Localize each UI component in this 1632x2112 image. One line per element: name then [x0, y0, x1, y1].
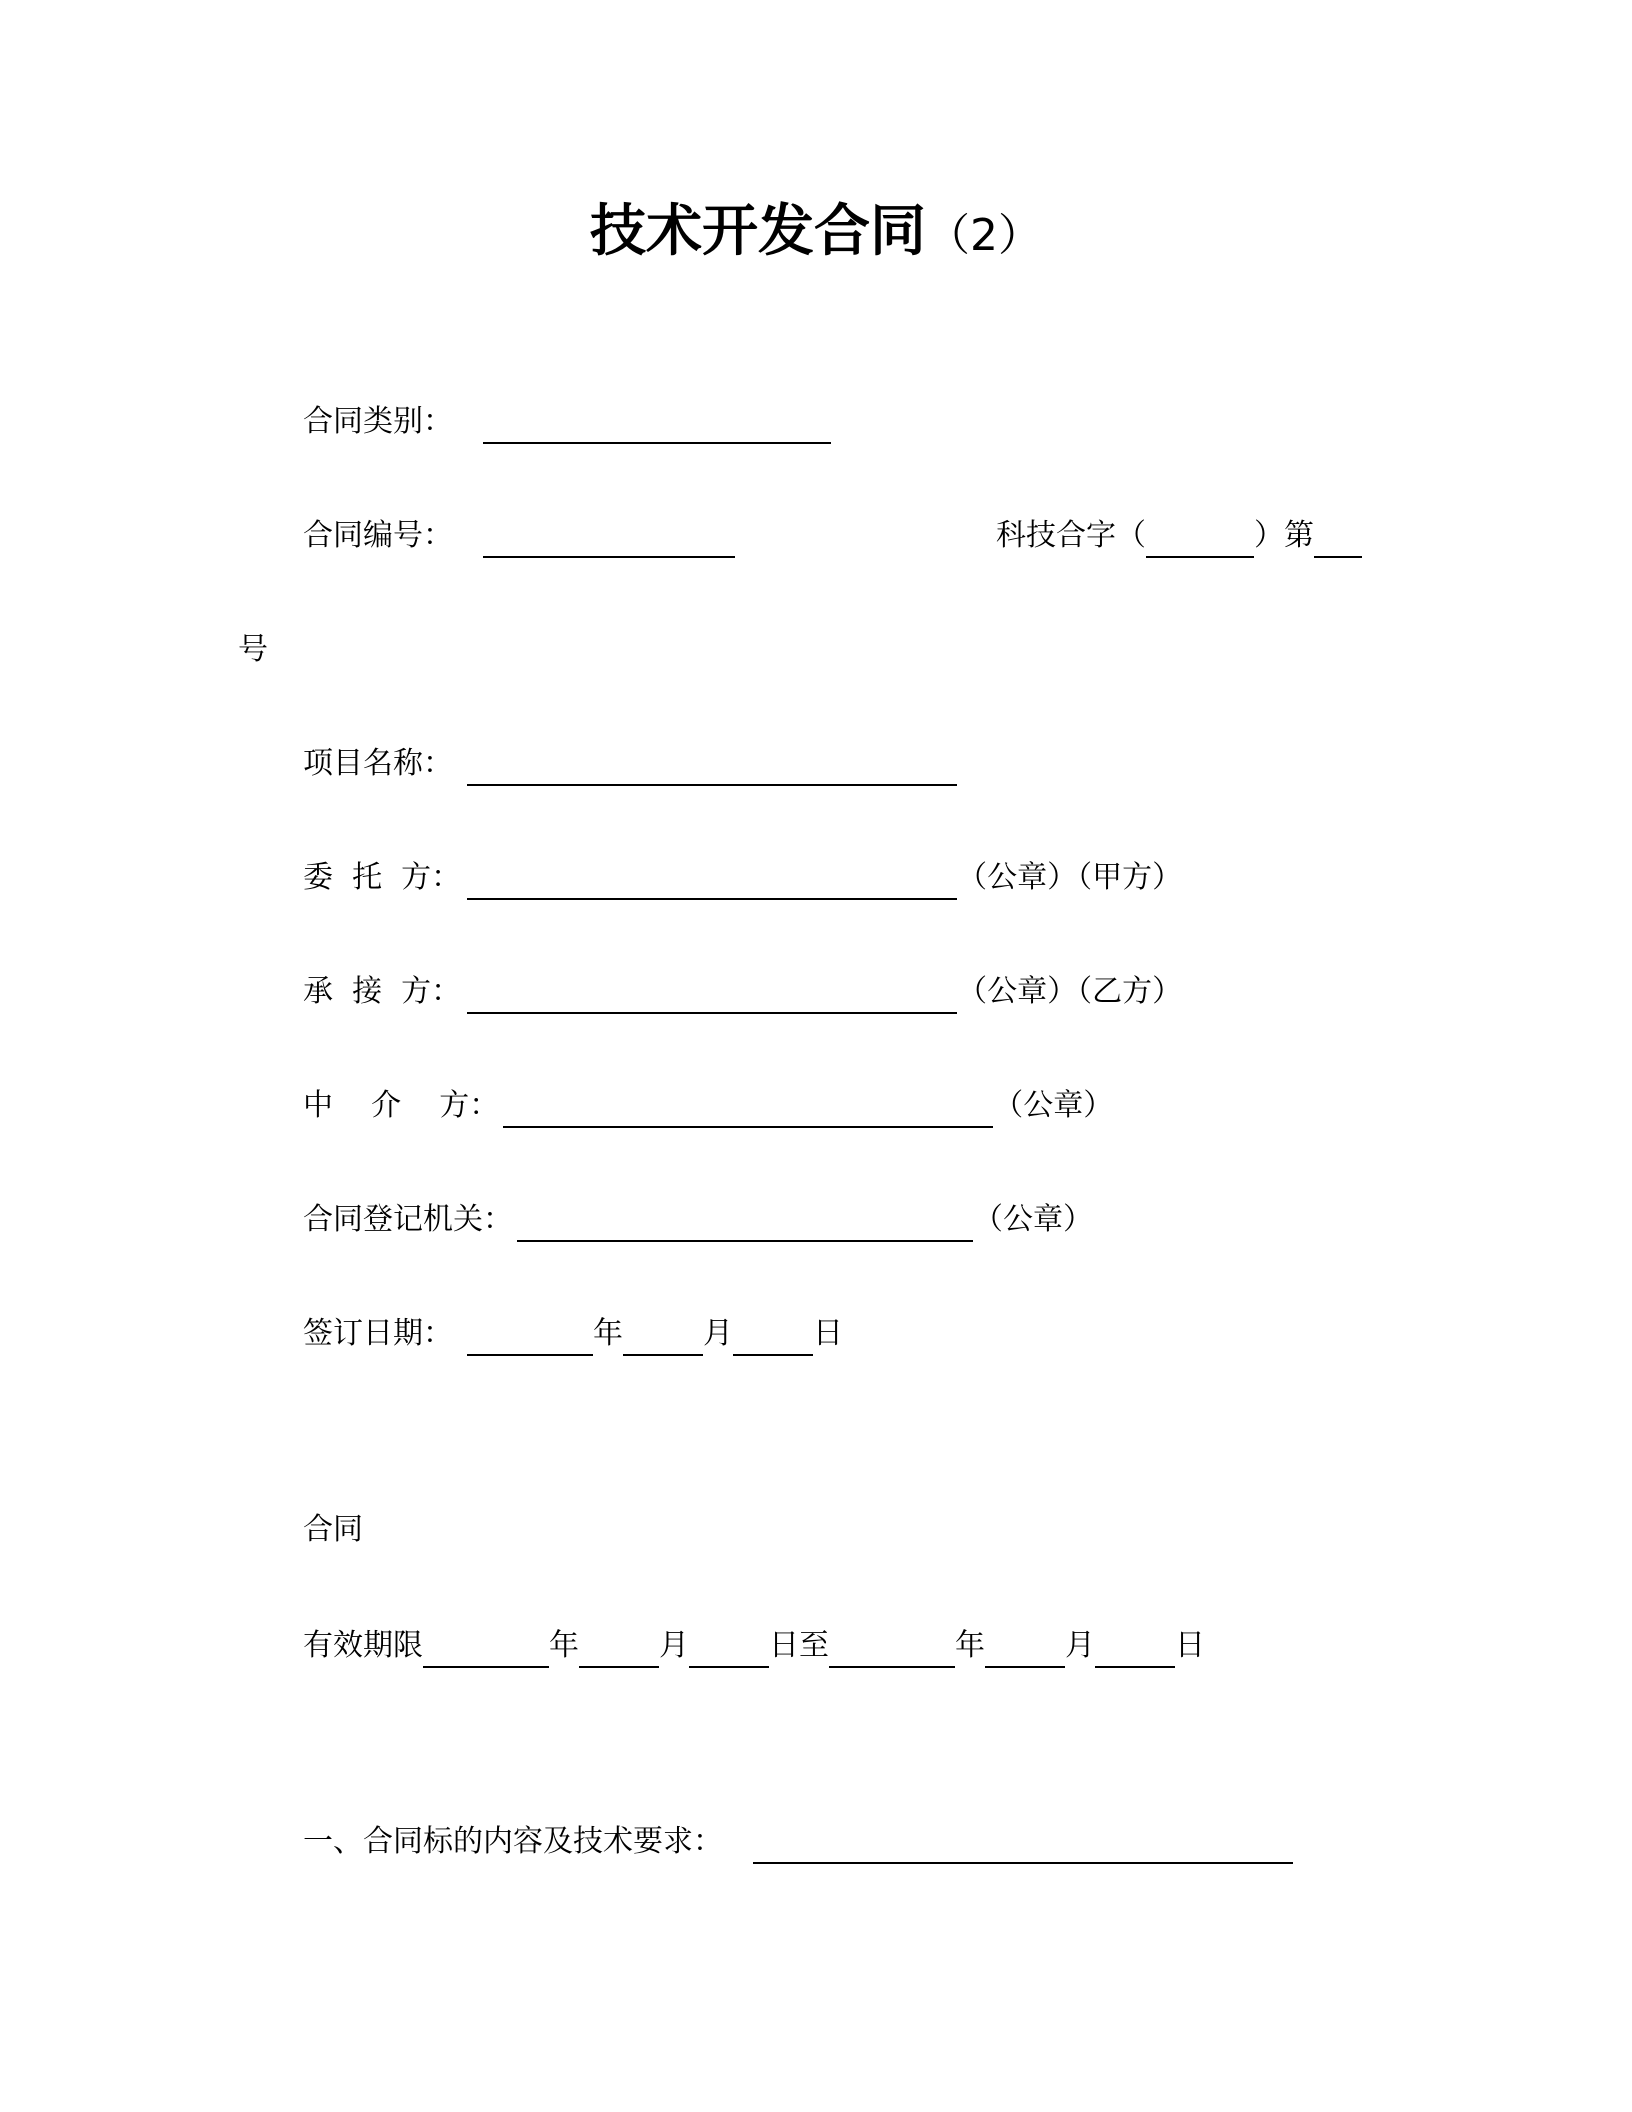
section-one-field[interactable]	[753, 1826, 1293, 1864]
title-main: 技术开发合同	[590, 199, 926, 264]
contract-number-field[interactable]	[483, 520, 735, 558]
contract-number-row	[303, 514, 735, 558]
signing-day-unit: 日	[813, 1316, 843, 1351]
project-name-label: 项目名称：	[303, 746, 453, 781]
contract-number-label: 合同编号：	[303, 518, 453, 553]
title-suffix: （2）	[926, 210, 1042, 261]
validity-start-month-field[interactable]	[579, 1630, 659, 1668]
validity-start-year-unit: 年	[549, 1628, 579, 1663]
validity-end-month-unit: 月	[1065, 1628, 1095, 1663]
section-one-row	[303, 1820, 1293, 1864]
validity-label: 有效期限	[303, 1628, 423, 1663]
client-row	[303, 856, 1182, 900]
contract-type-label: 合同类别：	[303, 404, 453, 439]
signing-year-unit: 年	[593, 1316, 623, 1351]
registration-authority-field[interactable]	[517, 1204, 973, 1242]
validity-row	[303, 1624, 1205, 1668]
client-seal-note: （公章）（甲方）	[957, 860, 1183, 895]
validity-start-month-unit: 月	[659, 1628, 689, 1663]
signing-month-unit: 月	[703, 1316, 733, 1351]
page-title	[0, 196, 1632, 272]
tech-code-suffix: 号	[238, 632, 268, 667]
contractor-seal-note: （公章）（乙方）	[957, 974, 1183, 1009]
signing-year-field[interactable]	[467, 1318, 593, 1356]
signing-date-row	[303, 1312, 843, 1356]
section-one-label: 一、合同标的内容及技术要求：	[303, 1824, 723, 1859]
client-label: 委 托 方：	[303, 860, 462, 895]
contract-heading-row	[303, 1508, 363, 1552]
contractor-field[interactable]	[467, 976, 957, 1014]
intermediary-row	[303, 1084, 1113, 1128]
intermediary-field[interactable]	[503, 1090, 993, 1128]
project-name-row	[303, 742, 957, 786]
tech-code-middle: ）第	[1254, 518, 1314, 553]
validity-end-day-field[interactable]	[1095, 1630, 1175, 1668]
tech-code-row	[996, 514, 1362, 558]
contract-type-field[interactable]	[483, 406, 831, 444]
contract-heading: 合同	[303, 1512, 363, 1547]
signing-date-label: 签订日期：	[303, 1316, 453, 1351]
validity-end-year-unit: 年	[955, 1628, 985, 1663]
project-name-field[interactable]	[467, 748, 957, 786]
registration-authority-row	[303, 1198, 1093, 1242]
tech-code-prefix: 科技合字（	[996, 518, 1146, 553]
validity-end-year-field[interactable]	[829, 1630, 955, 1668]
tech-code-year-field[interactable]	[1146, 520, 1254, 558]
validity-end-day-unit: 日	[1175, 1628, 1205, 1663]
validity-start-year-field[interactable]	[423, 1630, 549, 1668]
tech-code-suffix-row	[238, 628, 268, 672]
registration-authority-seal-note: （公章）	[973, 1202, 1093, 1237]
contract-type-row	[303, 400, 831, 444]
validity-start-day-field[interactable]	[689, 1630, 769, 1668]
tech-code-number-field[interactable]	[1314, 520, 1362, 558]
validity-end-month-field[interactable]	[985, 1630, 1065, 1668]
client-field[interactable]	[467, 862, 957, 900]
contractor-label: 承 接 方：	[303, 974, 462, 1009]
registration-authority-label: 合同登记机关：	[303, 1202, 513, 1237]
intermediary-seal-note: （公章）	[993, 1088, 1114, 1123]
signing-day-field[interactable]	[733, 1318, 813, 1356]
intermediary-label: 中 介 方：	[303, 1088, 500, 1123]
contractor-row	[303, 970, 1182, 1014]
signing-month-field[interactable]	[623, 1318, 703, 1356]
validity-start-day-unit: 日至	[769, 1628, 829, 1663]
